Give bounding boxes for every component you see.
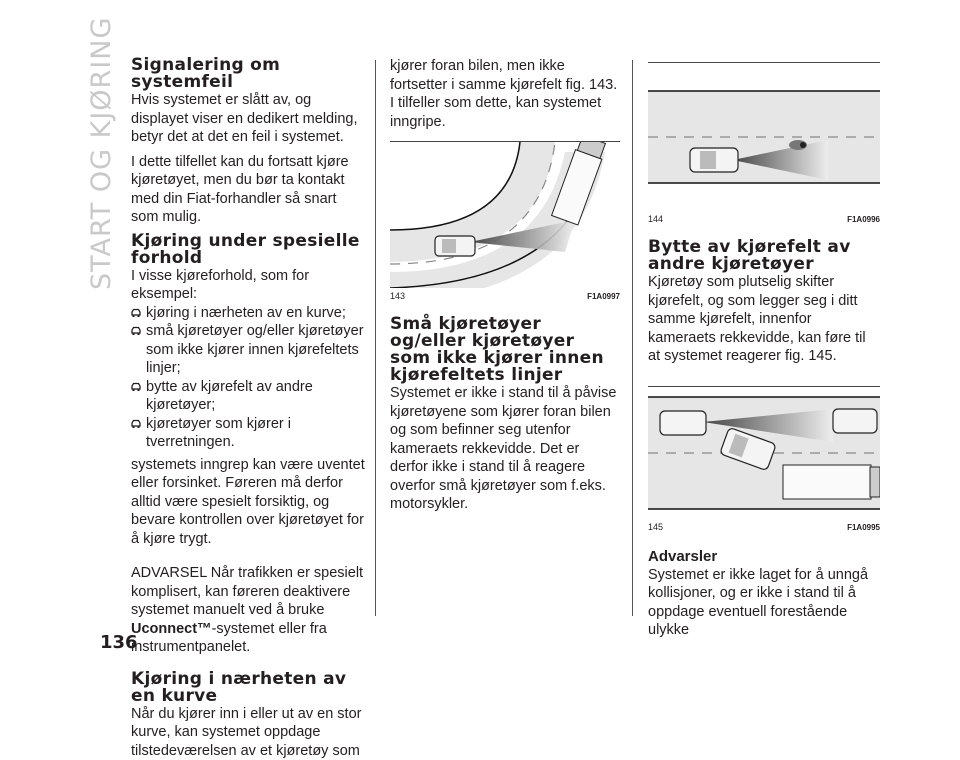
heading-special-conditions: Kjøring under spesielle forhold (131, 233, 366, 267)
section-sidebar-title: START OG KJØRING (56, 40, 96, 290)
car-bullet-icon (131, 308, 141, 318)
heading-small-vehicles: Små kjøretøyer og/eller kjøretøyer som ikke kjører innen kjørefeltets linjer (390, 316, 620, 384)
heading-system-error: Signalering om systemfeil (131, 57, 366, 91)
paragraph: Systemet er ikke laget for å unngå kollisjoner, og er ikke i stand til å oppdage eventuell forestående ulykke (648, 566, 880, 640)
uconnect-brand: Uconnect™ (131, 621, 212, 637)
list-item: bytte av kjørefelt av andre kjøretøyer; (131, 378, 366, 415)
warning-paragraph: ADVARSEL Når trafikken er spesielt komplisert, kan føreren deaktivere systemet manuelt ved å bruke Uconnect™-systemet eller fra instrumentpanelet. (131, 564, 366, 657)
column-2 (390, 57, 620, 514)
paragraph: Kjøretøy som plutselig skifter kjørefelt, og som legger seg i ditt samme kjørefelt, innenfor kameraets rekkevidde, kan føre til at systemet reagerer fig. 145. (648, 273, 880, 366)
motorcycle-illustration (648, 63, 880, 211)
figure-145 (648, 386, 880, 519)
column-3 (648, 57, 880, 640)
figure-caption: 145 F1A0995 (648, 522, 880, 533)
list-item: kjøretøyer som kjører i tverretningen. (131, 415, 366, 452)
heading-curve: Kjøring i nærheten av en kurve (131, 671, 366, 705)
figure-144 (648, 62, 880, 211)
heading-warnings: Advarsler (648, 547, 880, 566)
column-divider (632, 60, 633, 616)
paragraph: I visse kjøreforhold, som for eksempel: (131, 267, 366, 304)
column-divider (375, 60, 376, 616)
car-bullet-icon (131, 382, 141, 392)
paragraph: kjører foran bilen, men ikke fortsetter i samme kjørefelt fig. 143. I tilfeller som dette, kan systemet inngripe. (390, 57, 620, 131)
paragraph: Systemet er ikke i stand til å påvise kjøretøyene som kjører foran bilen og som befinner seg utenfor kameraets rekkevidde. Det er derfor ikke i stand til å reagere overfor små kjøretøyer som f.eks. motorsykler. (390, 384, 620, 514)
list-item: kjøring i nærheten av en kurve; (131, 304, 366, 323)
lane-change-illustration (648, 387, 880, 519)
car-bullet-icon (131, 326, 141, 336)
page-number: 136 (100, 632, 138, 653)
curve-illustration (390, 142, 620, 288)
car-bullet-icon (131, 419, 141, 429)
column-1 (131, 57, 366, 760)
paragraph: systemets inngrep kan være uventet eller forsinket. Føreren må derfor alltid være spesielt forsiktig, og bevare kontrollen over kjøretøyet for å kjøre trygt. (131, 456, 366, 549)
heading-lane-change: Bytte av kjørefelt av andre kjøretøyer (648, 239, 880, 273)
figure-caption: 144 F1A0996 (648, 214, 880, 225)
paragraph: Hvis systemet er slått av, og displayet viser en dedikert melding, betyr det at det en feil i systemet. (131, 91, 366, 147)
figure-143 (390, 141, 620, 288)
figure-caption: 143 F1A0997 (390, 291, 620, 302)
paragraph: Når du kjører inn i eller ut av en stor kurve, kan systemet oppdage tilstedeværelsen av et kjøretøy som (131, 705, 366, 760)
paragraph: I dette tilfellet kan du fortsatt kjøre kjøretøyet, men du bør ta kontakt med din Fiat-forhandler så snart som mulig. (131, 153, 366, 227)
list-item: små kjøretøyer og/eller kjøretøyer som ikke kjører innen kjørefeltets linjer; (131, 322, 366, 378)
